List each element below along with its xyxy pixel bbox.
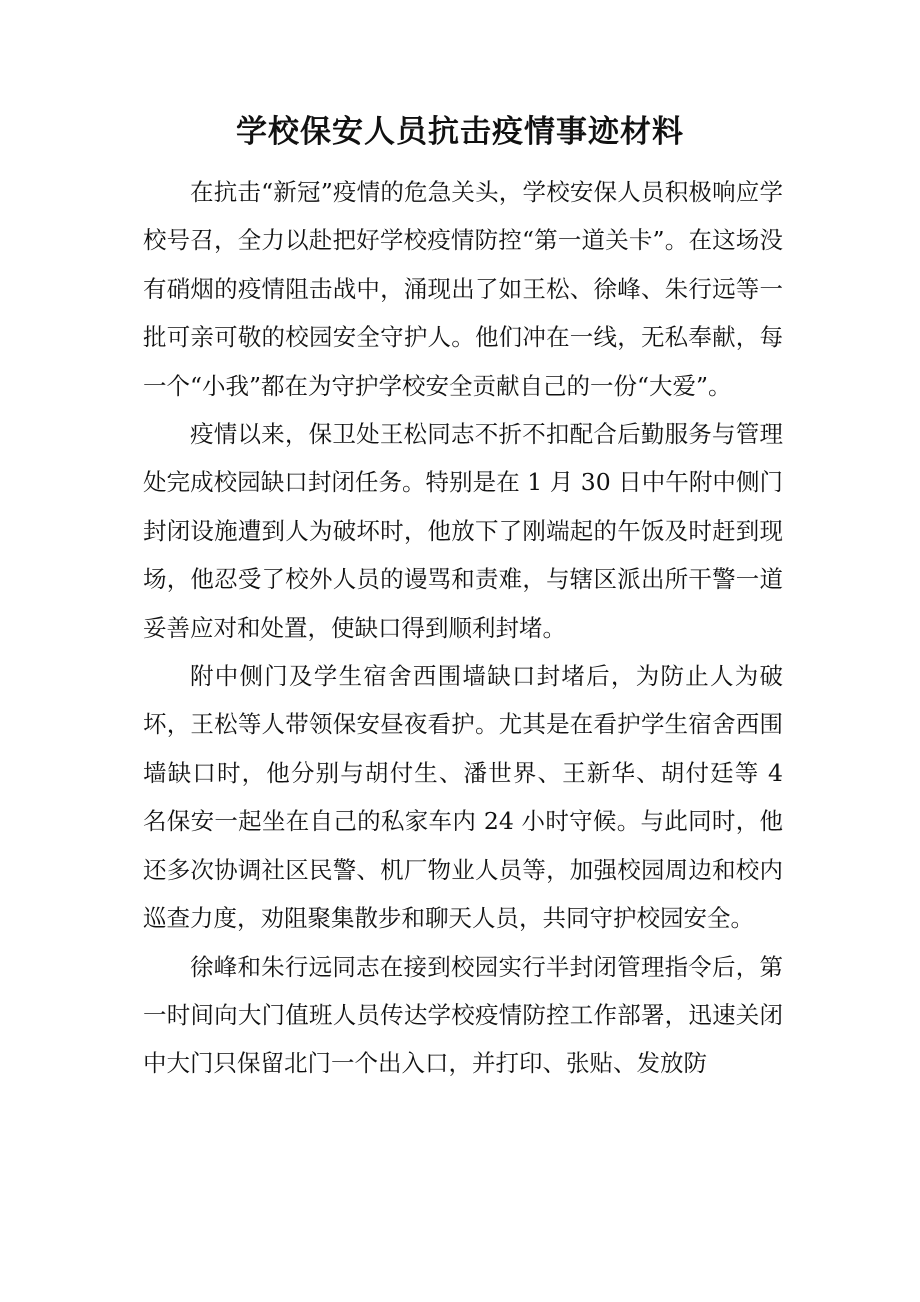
paragraph-1: 在抗击“新冠”疫情的危急关头，学校安保人员积极响应学校号召，全力以赴把好学校疫情防控“第一道关卡”。在这场没有硝烟的疫情阻击战中，涌现出了如王松、徐峰、朱行远等一批可亲可敬的校园安全守护人。他们冲在一线，无私奉献，每一个“小我”都在为守护学校安全贡献自己的一份“大爱”。 <box>143 178 783 400</box>
document-title: 学校保安人员抗击疫情事迹材料 <box>236 114 684 150</box>
paragraph-3: 附中侧门及学生宿舍西围墙缺口封堵后，为防止人为破坏，王松等人带领保安昼夜看护。尤其是在看护学生宿舍西围墙缺口时，他分别与胡付生、潘世界、王新华、胡付廷等 4 名保安一起坐在自己的私家车内 24 小时守候。与此同时，他还多次协调社区民警、机厂物业人员等，加强校园周边和校内巡查力度，劝阻聚集散步和聊天人员，共同守护校园安全。 <box>143 662 783 933</box>
paragraph-2: 疫情以来，保卫处王松同志不折不扣配合后勤服务与管理处完成校园缺口封闭任务。特别是在 1 月 30 日中午附中侧门封闭设施遭到人为破坏时，他放下了刚端起的午饭及时赶到现场，他忍受了校外人员的谩骂和责难，与辖区派出所干警一道妥善应对和处置，使缺口得到顺利封堵。 <box>143 420 783 642</box>
paragraph-4: 徐峰和朱行远同志在接到校园实行半封闭管理指令后，第一时间向大门值班人员传达学校疫情防控工作部署，迅速关闭中大门只保留北门一个出入口，并打印、张贴、发放防 <box>143 952 783 1078</box>
document-body <box>143 168 783 1088</box>
